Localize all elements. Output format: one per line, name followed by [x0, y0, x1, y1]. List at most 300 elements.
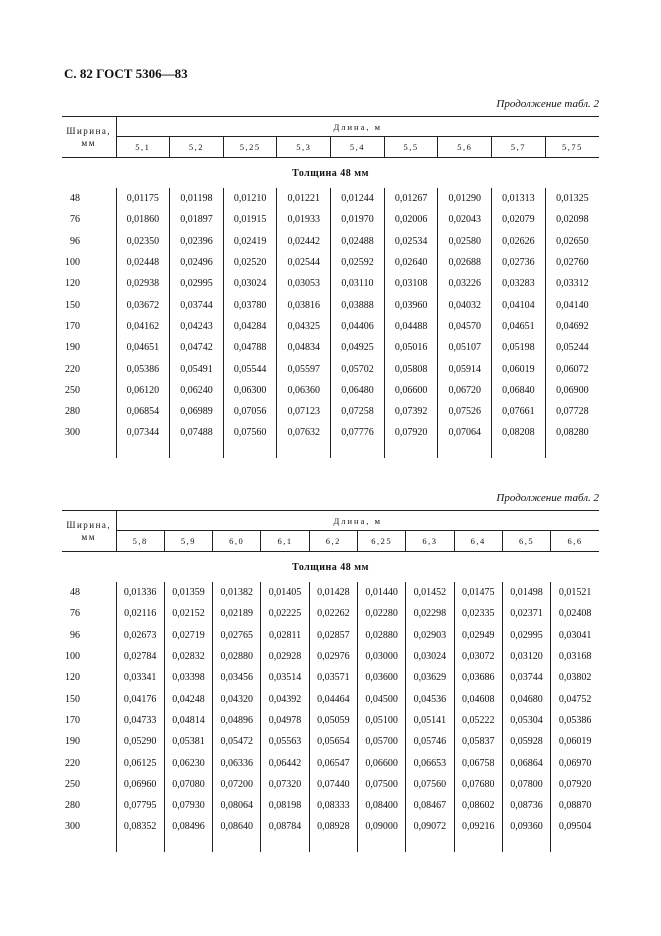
- volume-cell: 0,03686: [454, 667, 502, 688]
- volume-cell: 0,07560: [406, 774, 454, 795]
- volume-cell: 0,01175: [116, 188, 170, 209]
- volume-cell: 0,02496: [170, 252, 224, 273]
- volume-cell: 0,03456: [213, 667, 261, 688]
- volume-cell: 0,02116: [116, 603, 164, 624]
- volume-cell: 0,05386: [116, 358, 170, 379]
- width-cell: [62, 401, 116, 422]
- width-value: 190: [65, 342, 80, 354]
- thickness-label: Толщина 48 мм: [292, 561, 369, 573]
- volume-cell: 0,07200: [213, 774, 261, 795]
- table-row: [62, 582, 599, 603]
- volume-cell: 0,07320: [261, 774, 309, 795]
- volume-cell: 0,02448: [116, 252, 170, 273]
- width-value: 220: [65, 363, 80, 375]
- lengths-row: [62, 137, 599, 158]
- volume-cell: 0,02592: [331, 252, 385, 273]
- volume-cell: 0,03960: [384, 294, 438, 315]
- width-value: 120: [65, 278, 80, 290]
- volume-cell: 0,04248: [164, 688, 212, 709]
- volume-cell: 0,04320: [213, 688, 261, 709]
- volume-cell: 0,06758: [454, 752, 502, 773]
- volume-cell: 0,06300: [223, 380, 277, 401]
- width-value: 300: [65, 427, 80, 439]
- volume-cell: 0,03816: [277, 294, 331, 315]
- volume-cell: 0,08496: [164, 816, 212, 837]
- thickness-row: [62, 158, 599, 189]
- volume-cell: 0,07776: [331, 422, 385, 443]
- volume-cell: 0,02580: [438, 231, 492, 252]
- width-value: 120: [65, 672, 80, 684]
- volume-cell: 0,02043: [438, 209, 492, 230]
- length-value: 5,2: [170, 137, 224, 158]
- volume-cell: 0,05107: [438, 337, 492, 358]
- volume-cell: 0,03780: [223, 294, 277, 315]
- volume-cell: 0,06072: [545, 358, 599, 379]
- volume-cell: 0,05837: [454, 731, 502, 752]
- volume-cell: 0,04536: [406, 688, 454, 709]
- length-value: 6,5: [502, 531, 550, 552]
- volume-cell: 0,07560: [223, 422, 277, 443]
- volume-cell: 0,08736: [502, 795, 550, 816]
- volume-cell: 0,01933: [277, 209, 331, 230]
- volume-cell: 0,05702: [331, 358, 385, 379]
- width-cell: [62, 603, 116, 624]
- volume-cell: 0,02262: [309, 603, 357, 624]
- volume-cell: 0,07728: [545, 401, 599, 422]
- volume-cell: 0,05304: [502, 710, 550, 731]
- volume-cell: 0,04140: [545, 294, 599, 315]
- table-spacer: [62, 444, 599, 458]
- volume-cell: 0,07795: [116, 795, 164, 816]
- volume-cell: 0,02765: [213, 625, 261, 646]
- volume-cell: 0,06240: [170, 380, 224, 401]
- volume-cell: 0,01475: [454, 582, 502, 603]
- volume-cell: 0,02736: [492, 252, 546, 273]
- volume-cell: 0,07392: [384, 401, 438, 422]
- volume-cell: 0,04834: [277, 337, 331, 358]
- volume-cell: 0,01210: [223, 188, 277, 209]
- width-unit: мм: [81, 532, 96, 542]
- width-cell: [62, 231, 116, 252]
- volume-cell: 0,02949: [454, 625, 502, 646]
- volume-cell: 0,03571: [309, 667, 357, 688]
- volume-cell: 0,03312: [545, 273, 599, 294]
- table-row: [62, 710, 599, 731]
- volume-cell: 0,01498: [502, 582, 550, 603]
- width-cell: [62, 646, 116, 667]
- volume-cell: 0,03629: [406, 667, 454, 688]
- width-value: 100: [65, 257, 80, 269]
- volume-cell: 0,02760: [545, 252, 599, 273]
- volume-cell: 0,06019: [551, 731, 599, 752]
- volume-cell: 0,02371: [502, 603, 550, 624]
- width-cell: [62, 731, 116, 752]
- volume-cell: 0,05472: [213, 731, 261, 752]
- volume-cell: 0,04176: [116, 688, 164, 709]
- table-row: [62, 294, 599, 315]
- table-row: [62, 252, 599, 273]
- width-cell: [62, 337, 116, 358]
- volume-cell: 0,05491: [170, 358, 224, 379]
- volume-cell: 0,05654: [309, 731, 357, 752]
- table-row: [62, 231, 599, 252]
- width-cell: [62, 294, 116, 315]
- volume-cell: 0,04692: [545, 316, 599, 337]
- volume-cell: 0,07123: [277, 401, 331, 422]
- width-cell: [62, 252, 116, 273]
- volume-cell: 0,08640: [213, 816, 261, 837]
- table-row: [62, 752, 599, 773]
- volume-cell: 0,05914: [438, 358, 492, 379]
- width-value: 96: [70, 235, 80, 247]
- table-row: [62, 646, 599, 667]
- volume-cell: 0,03744: [170, 294, 224, 315]
- volume-cell: 0,01267: [384, 188, 438, 209]
- length-value: 6,4: [454, 531, 502, 552]
- volume-cell: 0,02488: [331, 231, 385, 252]
- table-row: [62, 422, 599, 443]
- width-value: 48: [70, 193, 80, 205]
- volume-cell: 0,04733: [116, 710, 164, 731]
- table-row: [62, 774, 599, 795]
- volume-cell: 0,02152: [164, 603, 212, 624]
- volume-cell: 0,04570: [438, 316, 492, 337]
- width-value: 170: [65, 714, 80, 726]
- volume-cell: 0,02626: [492, 231, 546, 252]
- length-header: Длина, м: [116, 117, 599, 137]
- volume-cell: 0,07440: [309, 774, 357, 795]
- width-value: 100: [65, 651, 80, 663]
- volume-cell: 0,04032: [438, 294, 492, 315]
- volume-cell: 0,01405: [261, 582, 309, 603]
- table-row: [62, 273, 599, 294]
- volume-cell: 0,01440: [357, 582, 405, 603]
- volume-cell: 0,05100: [357, 710, 405, 731]
- volume-cell: 0,06547: [309, 752, 357, 773]
- length-value: 5,8: [116, 531, 164, 552]
- width-header: [62, 117, 116, 158]
- volume-cell: 0,03888: [331, 294, 385, 315]
- volume-cell: 0,02189: [213, 603, 261, 624]
- volume-cell: 0,06120: [116, 380, 170, 401]
- table-row: [62, 816, 599, 837]
- continuation-label: Продолжение табл. 2: [496, 492, 599, 504]
- volume-cell: 0,05386: [551, 710, 599, 731]
- width-value: 250: [65, 384, 80, 396]
- volume-cell: 0,04243: [170, 316, 224, 337]
- page-header: С. 82 ГОСТ 5306—83: [64, 66, 188, 81]
- volume-cell: 0,05808: [384, 358, 438, 379]
- volume-cell: 0,06600: [384, 380, 438, 401]
- volume-cell: 0,03072: [454, 646, 502, 667]
- width-value: 250: [65, 778, 80, 790]
- volume-cell: 0,02928: [261, 646, 309, 667]
- volume-cell: 0,04104: [492, 294, 546, 315]
- table-spacer: [62, 838, 599, 852]
- volume-cell: 0,07056: [223, 401, 277, 422]
- volume-cell: 0,04651: [492, 316, 546, 337]
- table-row: [62, 731, 599, 752]
- volume-cell: 0,03000: [357, 646, 405, 667]
- table-row: [62, 209, 599, 230]
- volume-cell: 0,08352: [116, 816, 164, 837]
- volume-cell: 0,05928: [502, 731, 550, 752]
- volume-cell: 0,09360: [502, 816, 550, 837]
- volume-cell: 0,07930: [164, 795, 212, 816]
- volume-cell: 0,08198: [261, 795, 309, 816]
- volume-cell: 0,02534: [384, 231, 438, 252]
- volume-cell: 0,03600: [357, 667, 405, 688]
- length-value: 5,3: [277, 137, 331, 158]
- length-header: Длина, м: [116, 511, 599, 531]
- width-value: 76: [70, 608, 80, 620]
- volume-cell: 0,09504: [551, 816, 599, 837]
- width-value: 300: [65, 821, 80, 833]
- volume-cell: 0,07488: [170, 422, 224, 443]
- length-value: 6,2: [309, 531, 357, 552]
- volume-cell: 0,03024: [223, 273, 277, 294]
- thickness-label: Толщина 48 мм: [292, 167, 369, 179]
- volume-cell: 0,01221: [277, 188, 331, 209]
- volume-cell: 0,02225: [261, 603, 309, 624]
- volume-cell: 0,07080: [164, 774, 212, 795]
- volume-cell: 0,03053: [277, 273, 331, 294]
- width-cell: [62, 752, 116, 773]
- volume-cell: 0,07258: [331, 401, 385, 422]
- volume-cell: 0,06442: [261, 752, 309, 773]
- volume-cell: 0,05544: [223, 358, 277, 379]
- volume-cell: 0,01452: [406, 582, 454, 603]
- volume-cell: 0,05198: [492, 337, 546, 358]
- volume-cell: 0,06230: [164, 752, 212, 773]
- width-value: 190: [65, 736, 80, 748]
- width-cell: [62, 316, 116, 337]
- volume-cell: 0,02350: [116, 231, 170, 252]
- width-cell: [62, 816, 116, 837]
- volume-cell: 0,03024: [406, 646, 454, 667]
- width-cell: [62, 209, 116, 230]
- width-cell: [62, 358, 116, 379]
- volume-cell: 0,02995: [170, 273, 224, 294]
- volume-cell: 0,04325: [277, 316, 331, 337]
- header-row: [62, 117, 599, 137]
- volume-cell: 0,03168: [551, 646, 599, 667]
- width-header: [62, 511, 116, 552]
- volume-cell: 0,03341: [116, 667, 164, 688]
- volume-cell: 0,06360: [277, 380, 331, 401]
- volume-cell: 0,04651: [116, 337, 170, 358]
- volume-cell: 0,03110: [331, 273, 385, 294]
- length-value: 6,0: [213, 531, 261, 552]
- table-row: [62, 688, 599, 709]
- table-row: [62, 667, 599, 688]
- volume-cell: 0,03672: [116, 294, 170, 315]
- volume-cell: 0,07632: [277, 422, 331, 443]
- volume-cell: 0,01359: [164, 582, 212, 603]
- volume-cell: 0,07920: [384, 422, 438, 443]
- volume-cell: 0,07344: [116, 422, 170, 443]
- volume-cell: 0,02903: [406, 625, 454, 646]
- volume-cell: 0,03041: [551, 625, 599, 646]
- volume-cell: 0,02544: [277, 252, 331, 273]
- volume-cell: 0,08870: [551, 795, 599, 816]
- volume-cell: 0,01860: [116, 209, 170, 230]
- volume-cell: 0,04752: [551, 688, 599, 709]
- volume-cell: 0,01915: [223, 209, 277, 230]
- volume-cell: 0,02335: [454, 603, 502, 624]
- volume-cell: 0,08928: [309, 816, 357, 837]
- table-row: [62, 625, 599, 646]
- length-value: 6,6: [551, 531, 599, 552]
- table-row: [62, 316, 599, 337]
- volume-cell: 0,09216: [454, 816, 502, 837]
- volume-cell: 0,08400: [357, 795, 405, 816]
- table-row: [62, 795, 599, 816]
- volume-cell: 0,04680: [502, 688, 550, 709]
- volume-cell: 0,05141: [406, 710, 454, 731]
- volume-cell: 0,06600: [357, 752, 405, 773]
- volume-cell: 0,01313: [492, 188, 546, 209]
- length-value: 5,9: [164, 531, 212, 552]
- volume-cell: 0,07800: [502, 774, 550, 795]
- volume-cell: 0,01325: [545, 188, 599, 209]
- volume-cell: 0,05059: [309, 710, 357, 731]
- volume-cell: 0,08208: [492, 422, 546, 443]
- volume-cell: 0,04464: [309, 688, 357, 709]
- volume-cell: 0,02442: [277, 231, 331, 252]
- volume-cell: 0,02650: [545, 231, 599, 252]
- width-value: 150: [65, 693, 80, 705]
- volume-cell: 0,04500: [357, 688, 405, 709]
- volume-cell: 0,01382: [213, 582, 261, 603]
- volume-cell: 0,02006: [384, 209, 438, 230]
- volume-cell: 0,02079: [492, 209, 546, 230]
- volume-cell: 0,04742: [170, 337, 224, 358]
- volume-table: [62, 510, 599, 852]
- volume-cell: 0,02688: [438, 252, 492, 273]
- volume-cell: 0,04896: [213, 710, 261, 731]
- width-cell: [62, 710, 116, 731]
- volume-cell: 0,04814: [164, 710, 212, 731]
- volume-cell: 0,03226: [438, 273, 492, 294]
- volume-cell: 0,05290: [116, 731, 164, 752]
- thickness-row: [62, 552, 599, 583]
- volume-cell: 0,01897: [170, 209, 224, 230]
- volume-cell: 0,06720: [438, 380, 492, 401]
- volume-cell: 0,02419: [223, 231, 277, 252]
- volume-cell: 0,01970: [331, 209, 385, 230]
- length-value: 6,3: [406, 531, 454, 552]
- volume-cell: 0,02298: [406, 603, 454, 624]
- volume-cell: 0,06336: [213, 752, 261, 773]
- volume-cell: 0,09000: [357, 816, 405, 837]
- volume-cell: 0,02857: [309, 625, 357, 646]
- volume-cell: 0,02673: [116, 625, 164, 646]
- volume-cell: 0,08280: [545, 422, 599, 443]
- volume-cell: 0,03398: [164, 667, 212, 688]
- volume-cell: 0,04925: [331, 337, 385, 358]
- length-value: 5,6: [438, 137, 492, 158]
- volume-cell: 0,01198: [170, 188, 224, 209]
- volume-cell: 0,05700: [357, 731, 405, 752]
- width-label: Ширина,: [66, 520, 112, 530]
- width-value: 220: [65, 757, 80, 769]
- volume-cell: 0,09072: [406, 816, 454, 837]
- continuation-label: Продолжение табл. 2: [496, 98, 599, 110]
- volume-table: [62, 116, 599, 458]
- table-row: [62, 337, 599, 358]
- table-row: [62, 358, 599, 379]
- volume-cell: 0,01290: [438, 188, 492, 209]
- volume-cell: 0,02520: [223, 252, 277, 273]
- volume-cell: 0,05016: [384, 337, 438, 358]
- width-cell: [62, 582, 116, 603]
- width-value: 280: [65, 406, 80, 418]
- length-value: 5,4: [331, 137, 385, 158]
- volume-cell: 0,02719: [164, 625, 212, 646]
- volume-cell: 0,02880: [213, 646, 261, 667]
- volume-cell: 0,03108: [384, 273, 438, 294]
- width-value: 170: [65, 320, 80, 332]
- volume-cell: 0,02995: [502, 625, 550, 646]
- volume-cell: 0,05381: [164, 731, 212, 752]
- volume-cell: 0,03283: [492, 273, 546, 294]
- width-cell: [62, 667, 116, 688]
- volume-cell: 0,02811: [261, 625, 309, 646]
- volume-cell: 0,02976: [309, 646, 357, 667]
- volume-cell: 0,04392: [261, 688, 309, 709]
- volume-cell: 0,07064: [438, 422, 492, 443]
- volume-cell: 0,01521: [551, 582, 599, 603]
- volume-cell: 0,06019: [492, 358, 546, 379]
- volume-cell: 0,06480: [331, 380, 385, 401]
- volume-cell: 0,07920: [551, 774, 599, 795]
- volume-cell: 0,02938: [116, 273, 170, 294]
- lengths-row: [62, 531, 599, 552]
- volume-cell: 0,06900: [545, 380, 599, 401]
- volume-cell: 0,04788: [223, 337, 277, 358]
- volume-cell: 0,05597: [277, 358, 331, 379]
- volume-cell: 0,07526: [438, 401, 492, 422]
- volume-cell: 0,06970: [551, 752, 599, 773]
- table-row: [62, 188, 599, 209]
- width-cell: [62, 688, 116, 709]
- volume-cell: 0,07661: [492, 401, 546, 422]
- width-label: Ширина,: [66, 126, 112, 136]
- volume-cell: 0,05244: [545, 337, 599, 358]
- width-cell: [62, 625, 116, 646]
- length-value: 5,25: [223, 137, 277, 158]
- width-cell: [62, 422, 116, 443]
- width-value: 150: [65, 299, 80, 311]
- volume-cell: 0,06854: [116, 401, 170, 422]
- volume-cell: 0,06653: [406, 752, 454, 773]
- volume-cell: 0,02640: [384, 252, 438, 273]
- volume-cell: 0,08467: [406, 795, 454, 816]
- length-value: 5,1: [116, 137, 170, 158]
- volume-cell: 0,01428: [309, 582, 357, 603]
- volume-cell: 0,01244: [331, 188, 385, 209]
- volume-cell: 0,01336: [116, 582, 164, 603]
- volume-cell: 0,06960: [116, 774, 164, 795]
- width-cell: [62, 188, 116, 209]
- length-value: 6,25: [357, 531, 405, 552]
- width-cell: [62, 273, 116, 294]
- volume-cell: 0,02832: [164, 646, 212, 667]
- volume-cell: 0,02396: [170, 231, 224, 252]
- table-row: [62, 401, 599, 422]
- volume-cell: 0,02408: [551, 603, 599, 624]
